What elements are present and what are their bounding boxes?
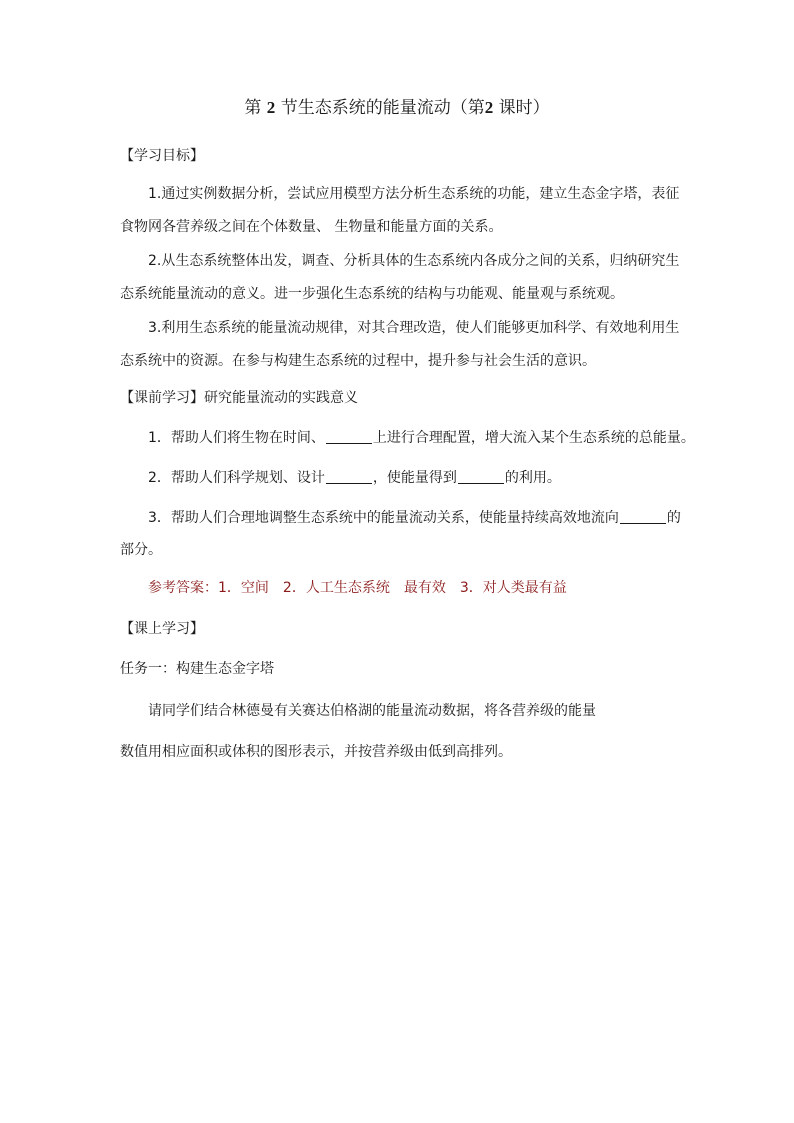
answer-blank[interactable]: [326, 429, 372, 444]
task-title: 任务一：构建生态金字塔: [120, 661, 274, 677]
objective-item-1: 1.通过实例数据分析，尝试应用模型方法分析生态系统的功能，建立生态金字塔，表征食物网各营养级之间在个体数量、 生物量和能量方面的关系。: [120, 186, 680, 235]
task-text-line-1: 请同学们结合林德曼有关赛达伯格湖的能量流动数据，将各营养级的能量: [148, 703, 596, 719]
page-title: 第 2 节生态系统的能量流动（第2 课时）: [244, 98, 550, 118]
task-text-line-2: 数值用相应面积或体积的图形表示，并按营养级由低到高排列。: [120, 744, 512, 760]
answer-blank[interactable]: [326, 469, 372, 484]
inclass-heading: 【课上学习】: [120, 621, 204, 637]
objective-item-3: 3.利用生态系统的能量流动规律，对其合理改造，使人们能够更加科学、有效地利用生态系统中的资源。在参与构建生态系统的过程中，提升参与社会生活的意识。: [120, 320, 680, 369]
objectives-heading: 【学习目标】: [120, 148, 204, 164]
reference-answer: 参考答案：1．空间 2．人工生态系统 最有效 3．对人类最有益: [148, 580, 567, 596]
prestudy-question-3: 3．帮助人们合理地调整生态系统中的能量流动关系，使能量持续高效地流向 的: [148, 510, 681, 526]
prestudy-heading: 【课前学习】研究能量流动的实践意义: [120, 390, 358, 406]
answer-blank[interactable]: [458, 469, 504, 484]
answer-blank[interactable]: [620, 509, 666, 524]
objective-item-2: 2.从生态系统整体出发，调查、分析具体的生态系统内各成分之间的关系，归纳研究生态系统能量流动的意义。进一步强化生态系统的结构与功能观、能量观与系统观。: [120, 253, 680, 302]
prestudy-question-2: 2．帮助人们科学规划、设计 ，使能量得到 的利用。: [148, 470, 561, 486]
prestudy-question-3-continued: 部分。: [120, 542, 162, 558]
prestudy-question-1: 1．帮助人们将生物在时间、 上进行合理配置，增大流入某个生态系统的总能量。: [148, 430, 695, 446]
